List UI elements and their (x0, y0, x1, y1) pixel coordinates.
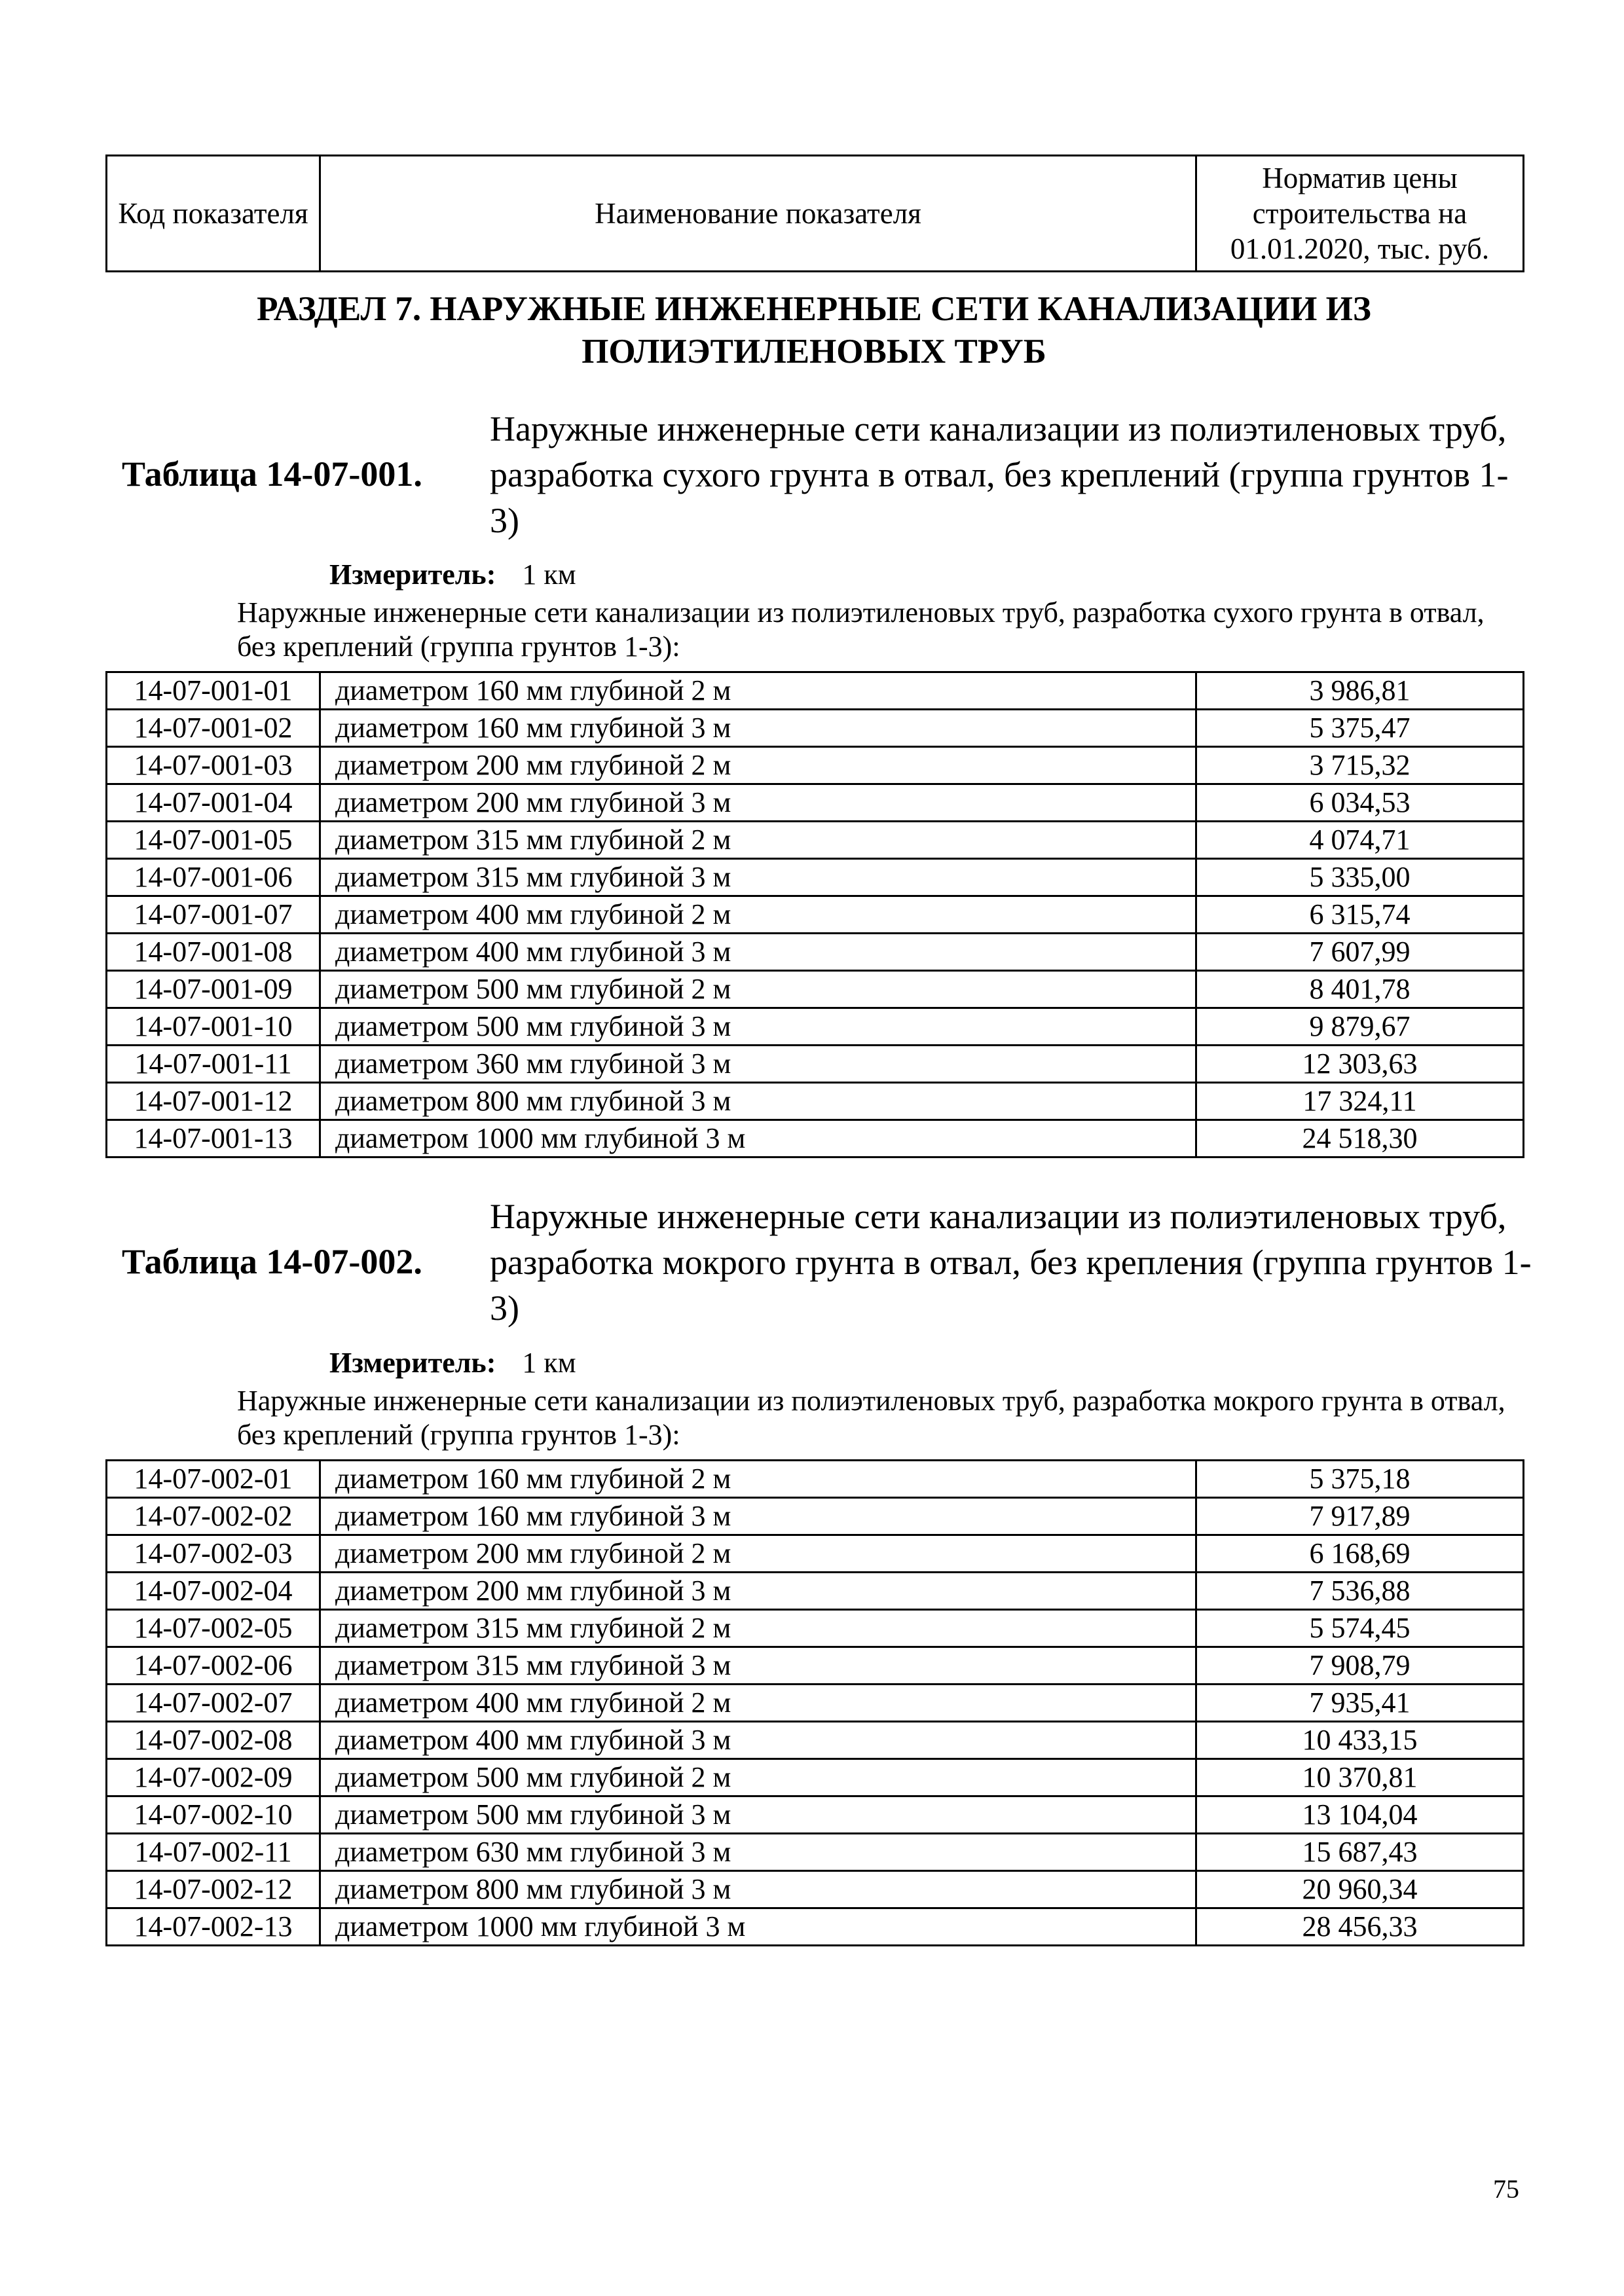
row-value: 5 335,00 (1196, 859, 1524, 896)
row-code: 14-07-001-09 (107, 971, 320, 1008)
header-name: Наименование показателя (320, 156, 1196, 272)
table-1-label: Таблица 14-07-001. (122, 454, 422, 494)
row-name: диаметром 315 мм глубиной 2 м (320, 1610, 1196, 1647)
row-name: диаметром 500 мм глубиной 2 м (320, 971, 1196, 1008)
data-table-1 (105, 671, 1524, 1158)
row-name: диаметром 315 мм глубиной 3 м (320, 1647, 1196, 1685)
row-value: 5 574,45 (1196, 1610, 1524, 1647)
row-value: 8 401,78 (1196, 971, 1524, 1008)
row-name: диаметром 400 мм глубиной 3 м (320, 1722, 1196, 1759)
table-1-description: Наружные инженерные сети канализации из полиэтиленовых труб, разработка сухого грунта в отвал, без креплений (группа грунтов 1-3) (490, 409, 1509, 540)
row-code: 14-07-002-08 (107, 1722, 320, 1759)
table-1-meter (329, 558, 576, 592)
table-row (107, 747, 1524, 784)
row-name: диаметром 500 мм глубиной 3 м (320, 1008, 1196, 1046)
row-value: 10 433,15 (1196, 1722, 1524, 1759)
row-code: 14-07-001-04 (107, 784, 320, 822)
row-name: диаметром 400 мм глубиной 2 м (320, 1685, 1196, 1722)
meter-label: Измеритель: (329, 558, 496, 591)
row-name: диаметром 400 мм глубиной 2 м (320, 896, 1196, 934)
table-row (107, 1120, 1524, 1157)
row-value: 6 168,69 (1196, 1535, 1524, 1573)
row-value: 17 324,11 (1196, 1083, 1524, 1120)
row-name: диаметром 500 мм глубиной 3 м (320, 1796, 1196, 1834)
table-row (107, 1573, 1524, 1610)
table-row (107, 1647, 1524, 1685)
row-value: 13 104,04 (1196, 1796, 1524, 1834)
row-code: 14-07-002-13 (107, 1908, 320, 1946)
row-code: 14-07-002-03 (107, 1535, 320, 1573)
table-row (107, 1008, 1524, 1046)
row-code: 14-07-002-04 (107, 1573, 320, 1610)
table-2-intro: Наружные инженерные сети канализации из полиэтиленовых труб, разработка мокрого грунта в отвал, без креплений (группа грунтов 1-3): (237, 1385, 1505, 1451)
row-value: 4 074,71 (1196, 822, 1524, 859)
table-row (107, 1834, 1524, 1871)
row-name: диаметром 400 мм глубиной 3 м (320, 934, 1196, 971)
row-value: 6 034,53 (1196, 784, 1524, 822)
row-value: 20 960,34 (1196, 1871, 1524, 1908)
row-code: 14-07-001-03 (107, 747, 320, 784)
row-code: 14-07-001-11 (107, 1046, 320, 1083)
table-1-intro: Наружные инженерные сети канализации из полиэтиленовых труб, разработка сухого грунта в отвал, без креплений (группа грунтов 1-3): (237, 596, 1485, 663)
table-row (107, 859, 1524, 896)
table-row (107, 1871, 1524, 1908)
row-value: 3 715,32 (1196, 747, 1524, 784)
table-row (107, 1083, 1524, 1120)
row-code: 14-07-002-11 (107, 1834, 320, 1871)
row-value: 7 607,99 (1196, 934, 1524, 971)
header-price: Норматив цены строительства на 01.01.2020, тыс. руб. (1196, 156, 1524, 272)
table-row (107, 1046, 1524, 1083)
row-value: 9 879,67 (1196, 1008, 1524, 1046)
row-code: 14-07-002-07 (107, 1685, 320, 1722)
row-value: 3 986,81 (1196, 672, 1524, 710)
table-2-label: Таблица 14-07-002. (122, 1242, 422, 1281)
row-code: 14-07-002-09 (107, 1759, 320, 1796)
row-code: 14-07-001-06 (107, 859, 320, 896)
table-row (107, 1461, 1524, 1498)
row-value: 7 935,41 (1196, 1685, 1524, 1722)
row-value: 7 536,88 (1196, 1573, 1524, 1610)
table-row (107, 971, 1524, 1008)
table-row (107, 710, 1524, 747)
table-row (107, 1908, 1524, 1946)
table-row (107, 1759, 1524, 1796)
table-row (107, 1498, 1524, 1535)
table-row (107, 1610, 1524, 1647)
table-row (107, 1535, 1524, 1573)
row-code: 14-07-001-08 (107, 934, 320, 971)
row-name: диаметром 315 мм глубиной 3 м (320, 859, 1196, 896)
row-name: диаметром 160 мм глубиной 3 м (320, 710, 1196, 747)
row-name: диаметром 200 мм глубиной 3 м (320, 1573, 1196, 1610)
table-row (107, 822, 1524, 859)
row-value: 10 370,81 (1196, 1759, 1524, 1796)
row-code: 14-07-001-12 (107, 1083, 320, 1120)
row-code: 14-07-001-10 (107, 1008, 320, 1046)
row-code: 14-07-002-05 (107, 1610, 320, 1647)
row-value: 12 303,63 (1196, 1046, 1524, 1083)
table-row (107, 1722, 1524, 1759)
row-code: 14-07-002-10 (107, 1796, 320, 1834)
row-name: диаметром 160 мм глубиной 3 м (320, 1498, 1196, 1535)
row-code: 14-07-001-07 (107, 896, 320, 934)
table-row (107, 896, 1524, 934)
row-code: 14-07-001-01 (107, 672, 320, 710)
column-header-table (105, 155, 1524, 272)
row-value: 24 518,30 (1196, 1120, 1524, 1157)
row-value: 28 456,33 (1196, 1908, 1524, 1946)
table-2-description: Наружные инженерные сети канализации из полиэтиленовых труб, разработка мокрого грунта в отвал, без крепления (группа грунтов 1-3) (490, 1197, 1532, 1328)
row-name: диаметром 800 мм глубиной 3 м (320, 1871, 1196, 1908)
row-name: диаметром 630 мм глубиной 3 м (320, 1834, 1196, 1871)
row-value: 7 917,89 (1196, 1498, 1524, 1535)
table-2-meter (329, 1346, 576, 1380)
table-row (107, 784, 1524, 822)
row-code: 14-07-002-01 (107, 1461, 320, 1498)
row-value: 15 687,43 (1196, 1834, 1524, 1871)
table-row (107, 934, 1524, 971)
row-name: диаметром 500 мм глубиной 2 м (320, 1759, 1196, 1796)
row-name: диаметром 160 мм глубиной 2 м (320, 1461, 1196, 1498)
row-value: 5 375,18 (1196, 1461, 1524, 1498)
meter-value: 1 км (522, 558, 576, 591)
row-code: 14-07-002-06 (107, 1647, 320, 1685)
row-code: 14-07-001-05 (107, 822, 320, 859)
page-number: 75 (1493, 2174, 1519, 2204)
row-value: 7 908,79 (1196, 1647, 1524, 1685)
row-name: диаметром 200 мм глубиной 3 м (320, 784, 1196, 822)
data-table-2 (105, 1459, 1524, 1946)
row-name: диаметром 160 мм глубиной 2 м (320, 672, 1196, 710)
row-name: диаметром 200 мм глубиной 2 м (320, 1535, 1196, 1573)
row-code: 14-07-001-13 (107, 1120, 320, 1157)
row-code: 14-07-002-02 (107, 1498, 320, 1535)
table-row (107, 672, 1524, 710)
header-code: Код показателя (107, 156, 320, 272)
row-name: диаметром 315 мм глубиной 2 м (320, 822, 1196, 859)
table-row (107, 1685, 1524, 1722)
row-name: диаметром 360 мм глубиной 3 м (320, 1046, 1196, 1083)
section-title: РАЗДЕЛ 7. НАРУЖНЫЕ ИНЖЕНЕРНЫЕ СЕТИ КАНАЛИЗАЦИИ ИЗ ПОЛИЭТИЛЕНОВЫХ ТРУБ (257, 290, 1371, 371)
row-code: 14-07-001-02 (107, 710, 320, 747)
row-name: диаметром 1000 мм глубиной 3 м (320, 1908, 1196, 1946)
row-value: 6 315,74 (1196, 896, 1524, 934)
table-row (107, 1796, 1524, 1834)
meter-label: Измеритель: (329, 1347, 496, 1379)
row-name: диаметром 1000 мм глубиной 3 м (320, 1120, 1196, 1157)
row-name: диаметром 200 мм глубиной 2 м (320, 747, 1196, 784)
meter-value: 1 км (522, 1347, 576, 1379)
row-name: диаметром 800 мм глубиной 3 м (320, 1083, 1196, 1120)
row-value: 5 375,47 (1196, 710, 1524, 747)
row-code: 14-07-002-12 (107, 1871, 320, 1908)
